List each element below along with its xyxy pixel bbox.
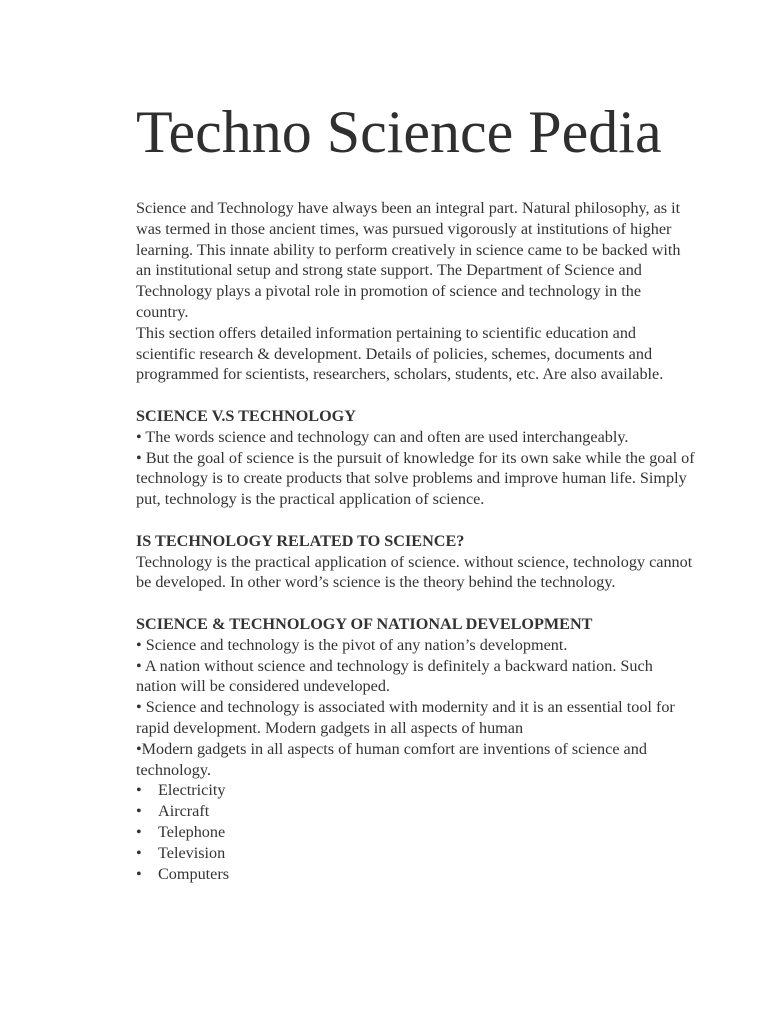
intro-paragraph-2: This section offers detailed information pertaining to scientific education and scientific research & development. Details of policies, schemes, documents and programmed for scientists, researchers, scholars, students, etc. Are also available.: [136, 323, 664, 384]
section2-paragraph: Technology is the practical application of science. without science, technology cannot be developed. In other word’s science is the theory behind the technology.: [136, 552, 693, 592]
list-item: [136, 780, 696, 801]
list-item: [136, 864, 696, 885]
section3-line-2: • A nation without science and technology is definitely a backward nation. Such nation will be considered undeveloped.: [136, 656, 653, 696]
list-item: [136, 801, 696, 822]
list-item: [136, 822, 696, 843]
invention-list: [136, 780, 696, 884]
list-item-label: Aircraft: [158, 802, 210, 821]
bullet-icon: •: [136, 781, 142, 800]
section-heading-science-vs-technology: SCIENCE V.S TECHNOLOGY: [136, 406, 356, 425]
section-heading-technology-related: IS TECHNOLOGY RELATED TO SCIENCE?: [136, 531, 465, 550]
bullet-icon: •: [136, 802, 142, 821]
section3-line-1: • Science and technology is the pivot of any nation’s development.: [136, 635, 568, 654]
bullet-icon: •: [136, 822, 142, 841]
list-item-label: Telephone: [158, 822, 226, 841]
section-heading-national-development: SCIENCE & TECHNOLOGY OF NATIONAL DEVELOPMENT: [136, 614, 593, 633]
spacer: [136, 385, 696, 406]
list-item-label: Computers: [158, 864, 230, 883]
list-item-label: Electricity: [158, 781, 226, 800]
document-page: [136, 96, 696, 884]
bullet-icon: •: [136, 843, 142, 862]
bullet-icon: •: [136, 864, 142, 883]
spacer: [136, 510, 696, 531]
section1-line-1: • The words science and technology can and often are used interchangeably.: [136, 427, 629, 446]
list-item-label: Television: [158, 843, 226, 862]
section1-line-2: • But the goal of science is the pursuit of knowledge for its own sake while the goal of technology is to create products that solve problems and improve human life. Simply put, technology is the practical application of science.: [136, 448, 695, 509]
list-item: [136, 843, 696, 864]
section3-line-4: •Modern gadgets in all aspects of human comfort are inventions of science and technology.: [136, 739, 647, 779]
spacer: [136, 593, 696, 614]
page-title: Techno Science Pedia: [136, 99, 662, 165]
section3-line-3: • Science and technology is associated with modernity and it is an essential tool for rapid development. Modern gadgets in all aspects of human: [136, 698, 675, 737]
intro-paragraph-1: Science and Technology have always been an integral part. Natural philosophy, as it was termed in those ancient times, was pursued vigorously at institutions of higher learning. This innate ability to perform creatively in science came to be backed with an institutional setup and strong state support. The Department of Science and Technology plays a pivotal role in promotion of science and technology in the country.: [136, 199, 681, 321]
